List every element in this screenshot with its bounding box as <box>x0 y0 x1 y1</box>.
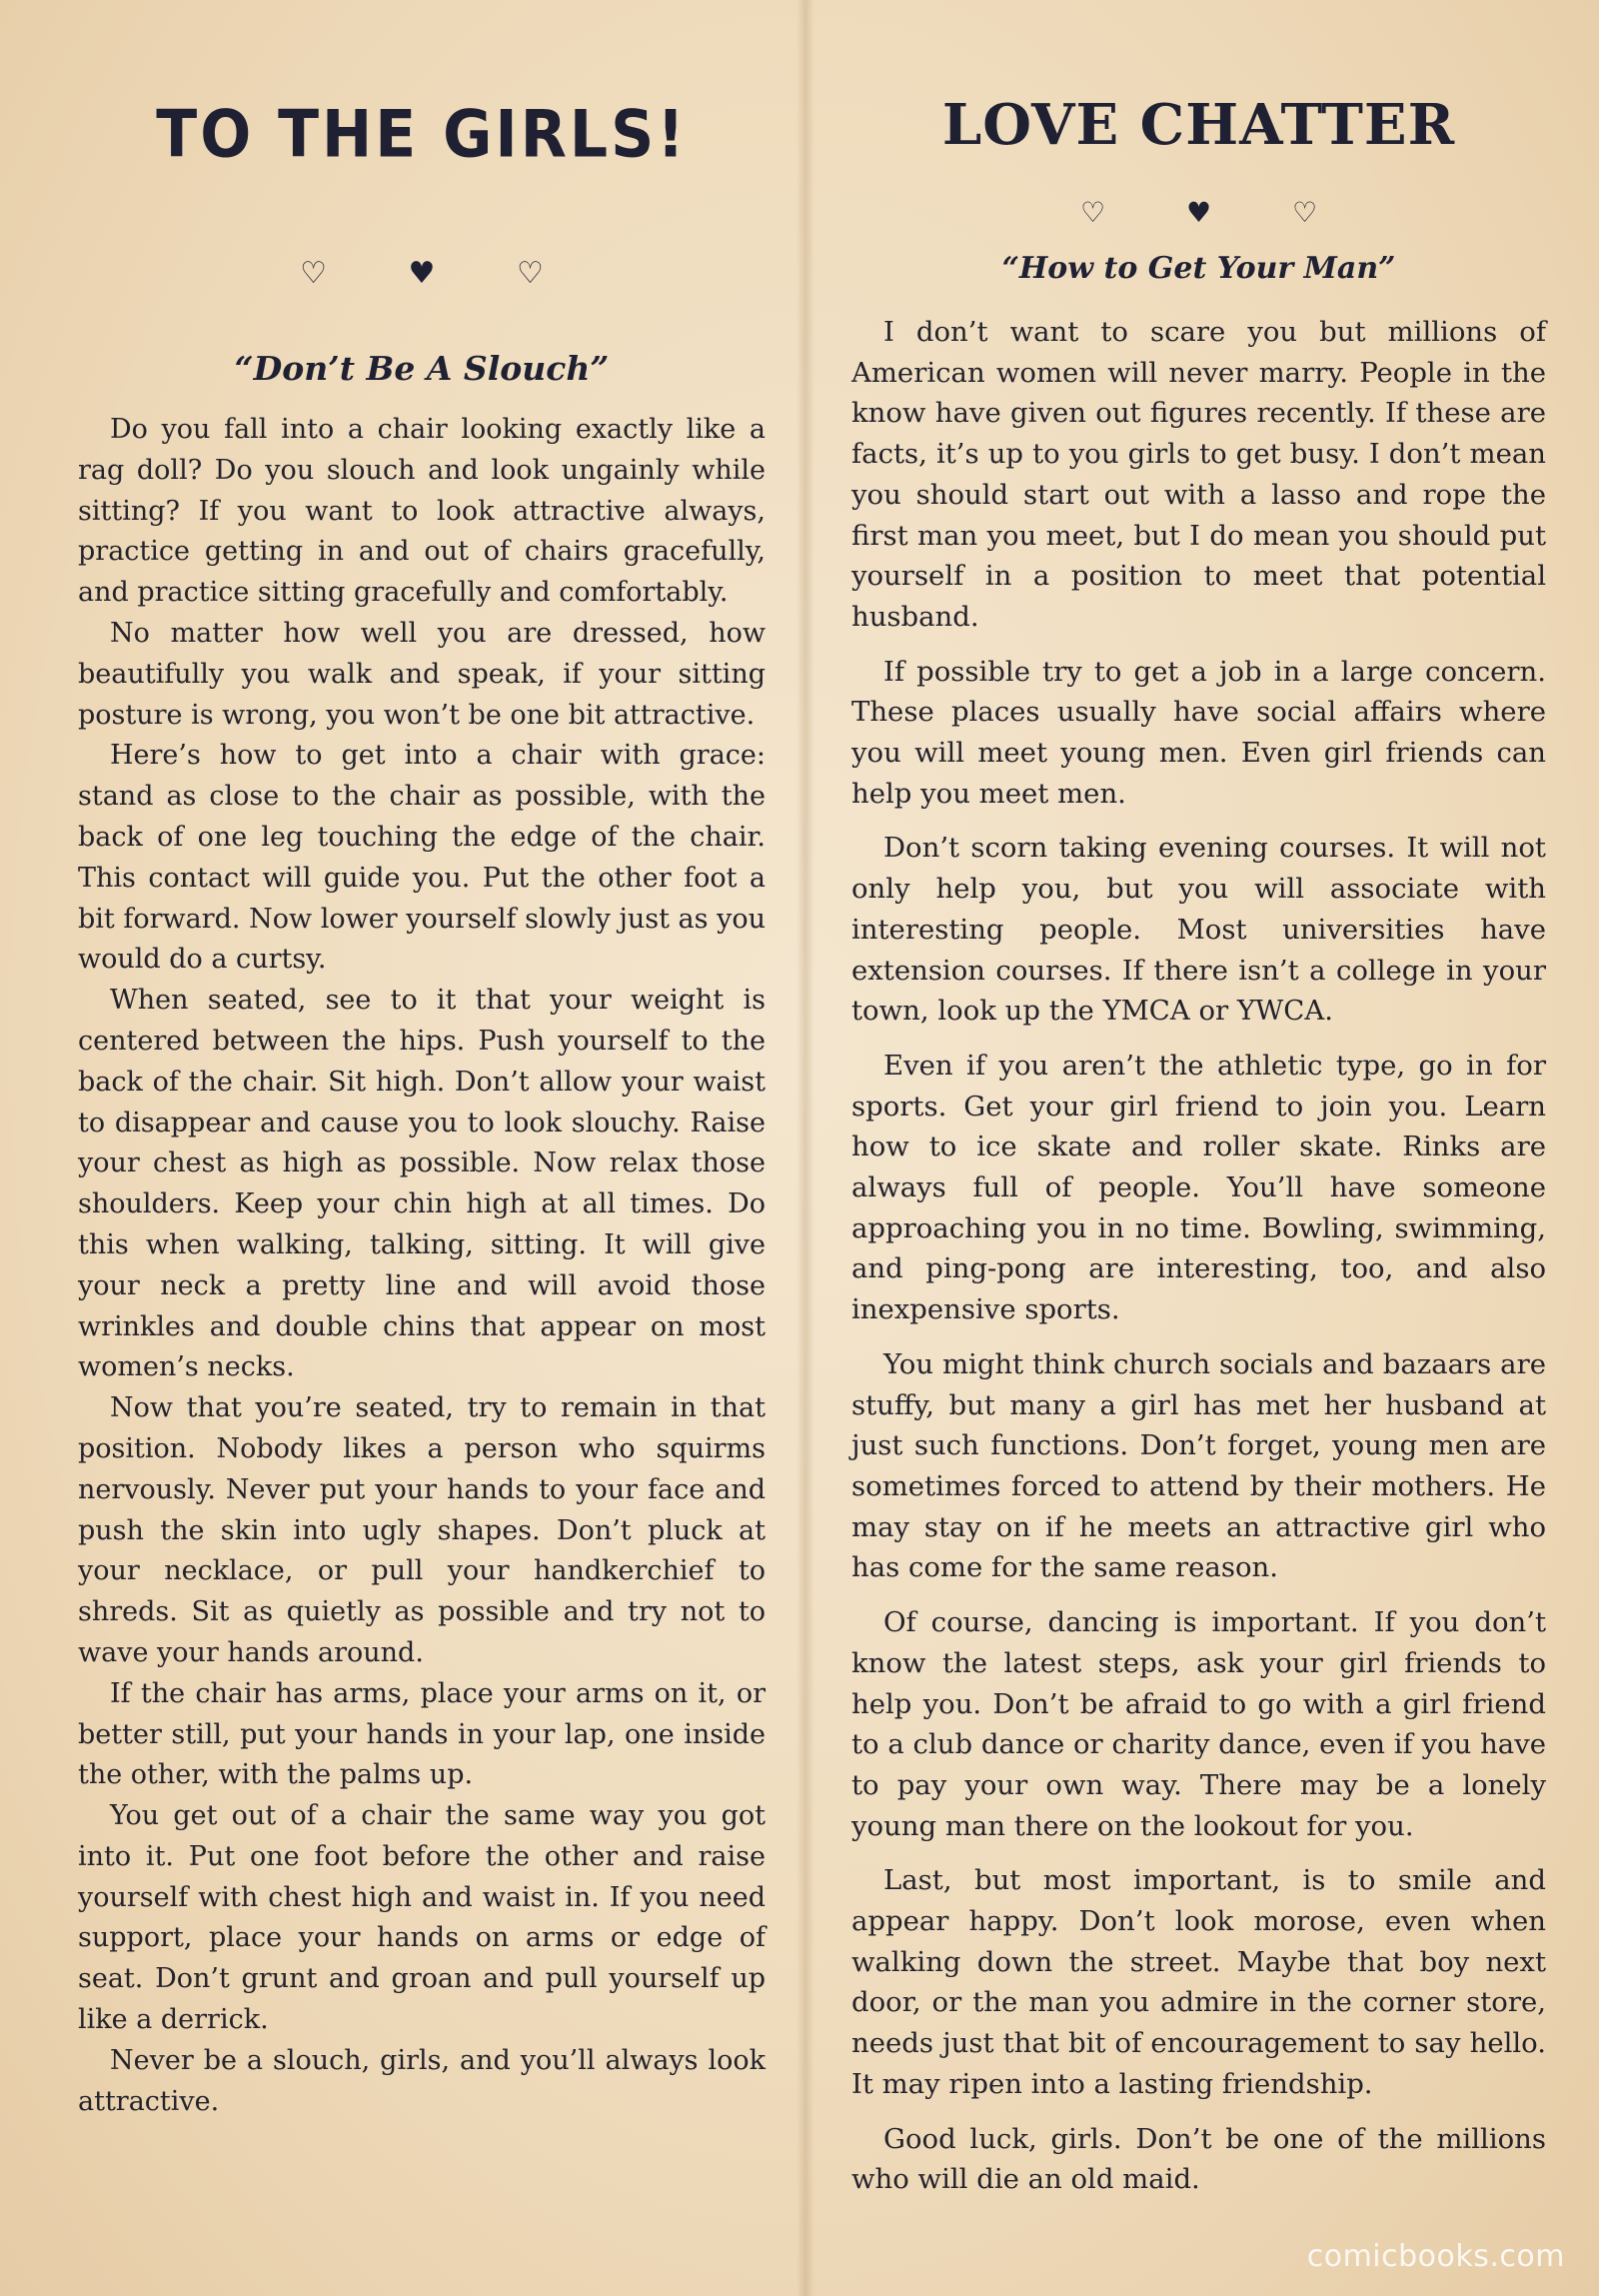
site-watermark: comicbooks.com <box>1306 2239 1565 2274</box>
article-paragraph: If possible try to get a job in a large concern. These places usually have social affairs where you will meet young men. Even girl friends can help you meet men. <box>851 655 1546 810</box>
article-paragraph: Never be a slouch, girls, and you’ll always look attractive. <box>78 2044 766 2117</box>
article-paragraph: Of course, dancing is important. If you don’t know the latest steps, ask your girl friends to help you. Don’t be afraid to go with a girl friend to a club dance or charity dance, even if you have to pay your own way. There may be a lonely young man there on the lookout for you. <box>851 1606 1546 1842</box>
article-paragraph: You might think church socials and bazaars are stuffy, but many a girl has met her husband at just such functions. Don’t forget, young men are sometimes forced to attend by their mothers. He may stay on if he meets an attractive girl who has come for the same reason. <box>851 1347 1546 1584</box>
article-paragraph: Now that you’re seated, try to remain in that position. Nobody likes a person who squirms nervously. Never put your hands to your face and push the skin into ugly shapes. Don’t pluck at your necklace, or pull your handkerchief to shreds. Sit as quietly as possible and try not to wave your hands around. <box>78 1392 766 1668</box>
right-article-body <box>851 312 1546 2200</box>
right-article-subtitle: “How to Get Your Man” <box>1001 251 1396 286</box>
left-article <box>78 0 766 2122</box>
article-paragraph: I don’t want to scare you but millions of American women will never marry. People in the know have given out figures recently. If these are facts, it’s up to you girls to get busy. I don’t mean you should start out with a lasso and rope the first man you meet, but I do mean you should put yourself in a position to meet that potential husband. <box>851 316 1546 633</box>
article-paragraph: Even if you aren’t the athletic type, go in for sports. Get your girl friend to join you. Learn how to ice skate and roller skate. Rinks are always full of people. You’ll have someone approaching you in no time. Bowling, swimming, and ping-pong are interesting, too, and also inexpensive sports. <box>851 1049 1546 1326</box>
article-paragraph: Good luck, girls. Don’t be one of the millions who will die an old maid. <box>851 2122 1546 2196</box>
article-paragraph: No matter how well you are dressed, how beautifully you walk and speak, if your sitting posture is wrong, you won’t be one bit attractive. <box>78 617 766 731</box>
heart-icons-divider: ♡ ♥ ♡ <box>1079 196 1318 229</box>
article-paragraph: You get out of a chair the same way you got into it. Put one foot before the other and raise yourself with chest high and waist in. If you need support, place your hands on arms or edge of seat. Don’t grunt and groan and pull yourself up like a derrick. <box>78 1800 766 2036</box>
left-article-title: TO THE GIRLS! <box>156 97 688 173</box>
right-article <box>851 0 1546 2214</box>
article-paragraph: Do you fall into a chair looking exactly like a rag doll? Do you slouch and look ungainly while sitting? If you want to look attractive always, practice getting in and out of chairs gracefully, and practice sitting gracefully and comfortably. <box>78 414 766 609</box>
left-article-body <box>78 410 766 2122</box>
article-paragraph: When seated, see to it that your weight is centered between the hips. Push yourself to the back of the chair. Sit high. Don’t allow your waist to disappear and cause you to look slouchy. Raise your chest as high as possible. Now relax those shoulders. Keep your chin high at all times. Do this when walking, talking, sitting. It will give your neck a pretty line and will avoid those wrinkles and double chins that appear on most women’s necks. <box>78 985 766 1383</box>
article-paragraph: Don’t scorn taking evening courses. It will not only help you, but you will associate with interesting people. Most universities have extension courses. If there isn’t a college in your town, look up the YMCA or YWCA. <box>851 832 1546 1028</box>
left-article-subtitle: “Don’t Be A Slouch” <box>234 349 610 388</box>
article-paragraph: If the chair has arms, place your arms on it, or better still, put your hands in your lap, one inside the other, with the palms up. <box>78 1677 766 1791</box>
article-paragraph: Last, but most important, is to smile and appear happy. Don’t look morose, even when walking down the street. Maybe that boy next door, or the man you admire in the corner store, needs just that bit of encouragement to say hello. It may ripen into a lasting friendship. <box>851 1864 1546 2100</box>
page-gutter <box>797 0 814 2296</box>
article-paragraph: Here’s how to get into a chair with grace: stand as close to the chair as possible, with the back of one leg touching the edge of the chair. This contact will guide you. Put the other foot a bit forward. Now lower yourself slowly just as you would do a curtsy. <box>78 740 766 976</box>
right-article-title: LOVE CHATTER <box>941 92 1456 158</box>
heart-icons-divider: ♡ ♥ ♡ <box>300 256 544 291</box>
